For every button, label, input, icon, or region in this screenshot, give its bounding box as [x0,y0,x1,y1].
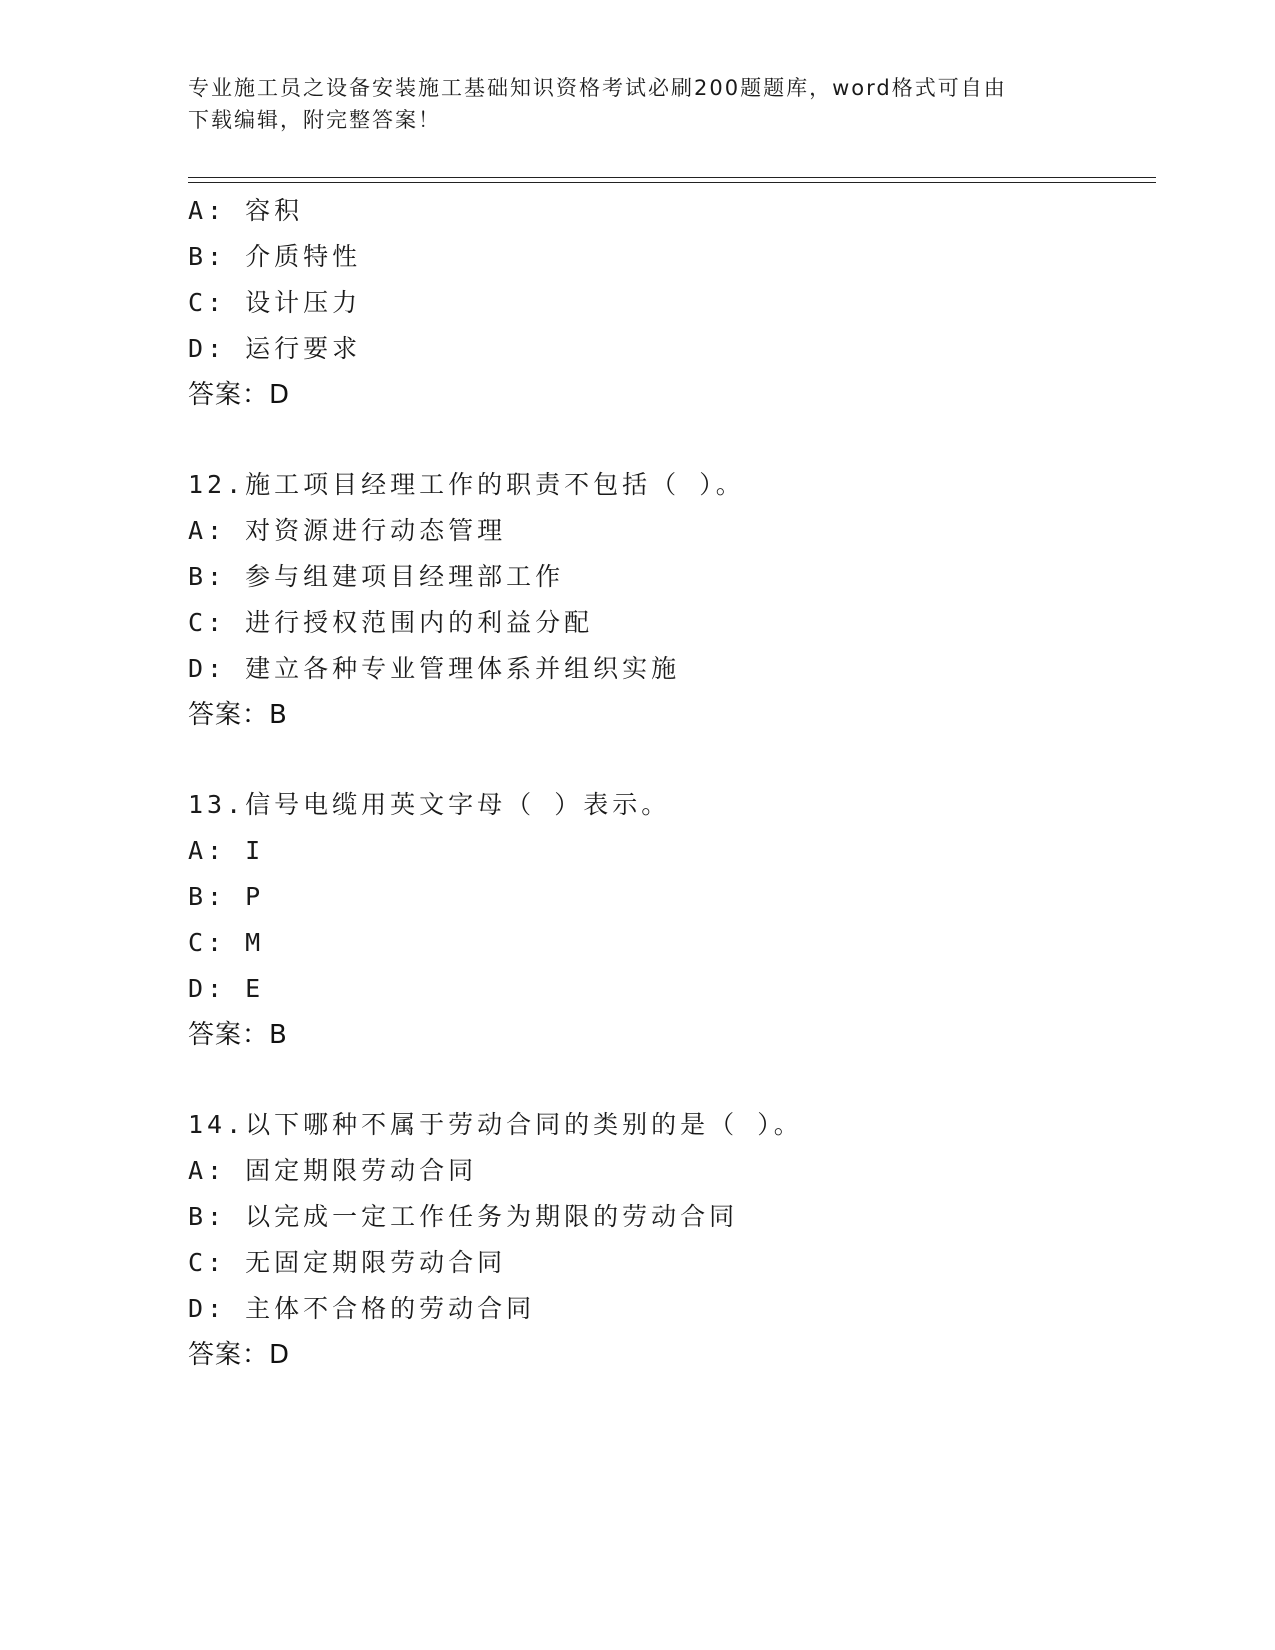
option-c: C: M [188,928,265,957]
spacer [188,418,1156,462]
answer: 答案：B [188,700,288,730]
option-b: B: 介质特性 [188,242,362,271]
option-b: B: 以完成一定工作任务为期限的劳动合同 [188,1202,739,1231]
option-c: C: 进行授权范围内的利益分配 [188,608,594,637]
question-stem: 13.信号电缆用英文字母（ ）表示。 [188,790,671,819]
option-d: D: 主体不合格的劳动合同 [188,1294,536,1323]
header-divider-bottom [188,182,1156,183]
question-stem: 14.以下哪种不属于劳动合同的类别的是（ ）。 [188,1110,803,1139]
option-c: C: 设计压力 [188,288,362,317]
option-a: A: 固定期限劳动合同 [188,1156,478,1185]
answer: 答案：B [188,1020,288,1050]
option-d: D: E [188,974,265,1003]
option-b: B: P [188,882,265,911]
option-a: A: 对资源进行动态管理 [188,516,507,545]
question-12 [188,462,1156,738]
option-a: A: I [188,836,265,865]
question-11 [188,188,1156,418]
option-d: D: 运行要求 [188,334,362,363]
option-c: C: 无固定期限劳动合同 [188,1248,507,1277]
option-d: D: 建立各种专业管理体系并组织实施 [188,654,681,683]
answer: 答案：D [188,1340,291,1370]
header-divider-top [188,177,1156,178]
question-14 [188,1102,1156,1378]
question-stem: 12.施工项目经理工作的职责不包括（ ）。 [188,470,745,499]
question-list [188,188,1156,1378]
spacer [188,1058,1156,1102]
question-13 [188,782,1156,1058]
option-b: B: 参与组建项目经理部工作 [188,562,565,591]
document-header: 专业施工员之设备安装施工基础知识资格考试必刷200题题库，word格式可自由 下载编辑，附完整答案！ [188,76,1007,132]
option-a: A: 容积 [188,196,304,225]
spacer [188,738,1156,782]
answer: 答案：D [188,380,291,410]
